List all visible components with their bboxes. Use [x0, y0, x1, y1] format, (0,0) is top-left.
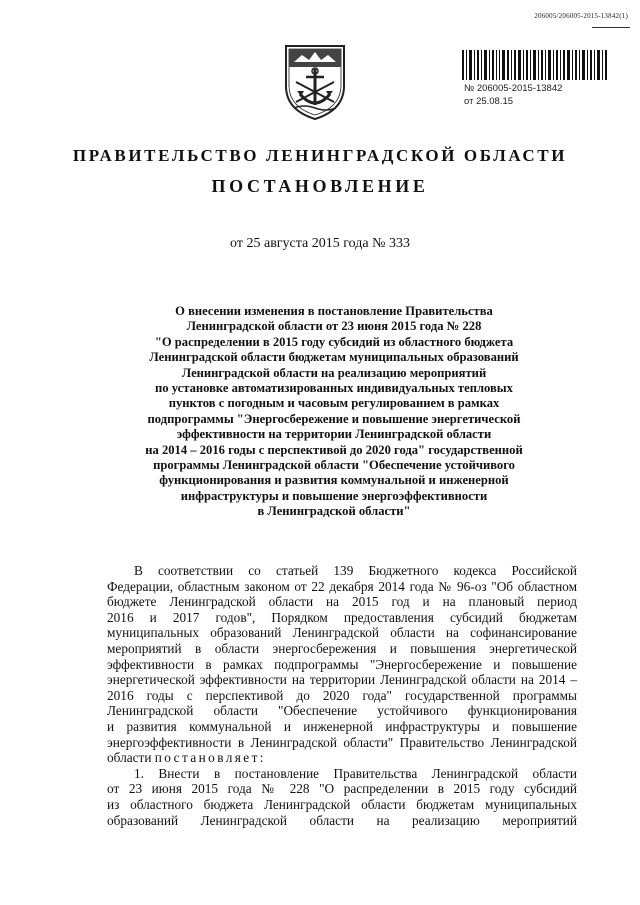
coat-of-arms-emblem	[282, 42, 348, 122]
subject-line: "О распределении в 2015 году субсидий из областного бюджета	[154, 334, 514, 349]
subject-line: в Ленинградской области"	[257, 504, 411, 519]
document-type: ПОСТАНОВЛЕНИЕ	[211, 176, 429, 196]
header-rule	[592, 27, 630, 28]
body-line: из областного бюджета Ленинградской области бюджетам муниципальных	[107, 796, 577, 812]
registration-number: № 206005-2015-13842	[464, 83, 563, 94]
resolution-word: постановляет:	[154, 750, 266, 766]
registration-date: от 25.08.15	[464, 96, 514, 107]
body-line: Федерации, областным законом от 22 декабря 2014 года № 96-оз "Об областном	[107, 578, 577, 594]
registration-barcode-block	[460, 50, 610, 108]
document-body	[107, 563, 577, 828]
body-line: энергетической эффективности на территории Ленинградской области на 2014 –	[107, 672, 577, 688]
subject-line: Ленинградской области от 23 июня 2015 года № 228	[186, 319, 482, 334]
subject-line: эффективности на территории Ленинградской области	[176, 427, 492, 442]
body-line: 2016 и 2017 годов", Порядком предоставления субсидий бюджетам	[107, 609, 577, 625]
subject-line: подпрограммы "Энергосбережение и повышение энергетической	[147, 411, 521, 426]
body-line: Ленинградской области "Обеспечение устойчивого функционирования	[107, 703, 577, 719]
body-line: образований Ленинградской области на реализацию мероприятий	[107, 812, 577, 828]
subject-line: инфраструктуры и повышение энергоэффективности	[180, 488, 488, 503]
subject-line: О внесении изменения в постановление Правительства	[175, 304, 493, 318]
subject-line: функционирования и развития коммунальной и инженерной	[159, 473, 509, 488]
document-reference: 206005/206005-2015-13842(1)	[534, 12, 628, 20]
body-line: В соответствии со статьей 139 Бюджетного кодекса Российской	[134, 563, 577, 578]
government-title: ПРАВИТЕЛЬСТВО ЛЕНИНГРАДСКОЙ ОБЛАСТИ	[72, 146, 568, 165]
body-line: мероприятий в области энергосбережения и повышения энергетической	[107, 640, 577, 656]
barcode-image	[460, 50, 610, 80]
body-line: энергоэффективности в Ленинградской области" Правительство Ленинградской	[107, 734, 577, 750]
body-line: 2016 годы с перспективой до 2020 года" государственной программы	[107, 687, 577, 703]
body-line: от 23 июня 2015 года № 228 "О распределении в 2015 году субсидий	[107, 781, 577, 797]
subject-line: Ленинградской области бюджетам муниципальных образований	[149, 350, 519, 365]
body-line: и развития коммунальной и инженерной инфраструктуры и повышение	[107, 718, 577, 734]
subject-line: программы Ленинградской области "Обеспечение устойчивого	[153, 458, 515, 473]
body-line	[107, 750, 577, 766]
body-line: бюджете Ленинградской области на 2015 год и на плановый период	[107, 594, 577, 610]
body-line-prefix: области	[107, 750, 155, 766]
subject-line: пунктов с погодным и часовым регулированием в рамках	[168, 396, 500, 411]
body-line: 1. Внести в постановление Правительства Ленинградской области	[134, 765, 577, 781]
subject-line: Ленинградской области на реализацию мероприятий	[181, 365, 487, 380]
document-date: от 25 августа 2015 года № 333	[230, 236, 410, 251]
body-line: муниципальных образований Ленинградской области на софинансирование	[107, 625, 577, 641]
subject-line: по установке автоматизированных индивидуальных тепловых	[155, 381, 513, 396]
body-line: эффективности в рамках подпрограммы "Энергосбережение и повышение	[107, 656, 577, 672]
document-subject	[100, 304, 568, 520]
subject-line: на 2014 – 2016 годы с перспективой до 2020 года" государственной	[145, 442, 523, 457]
